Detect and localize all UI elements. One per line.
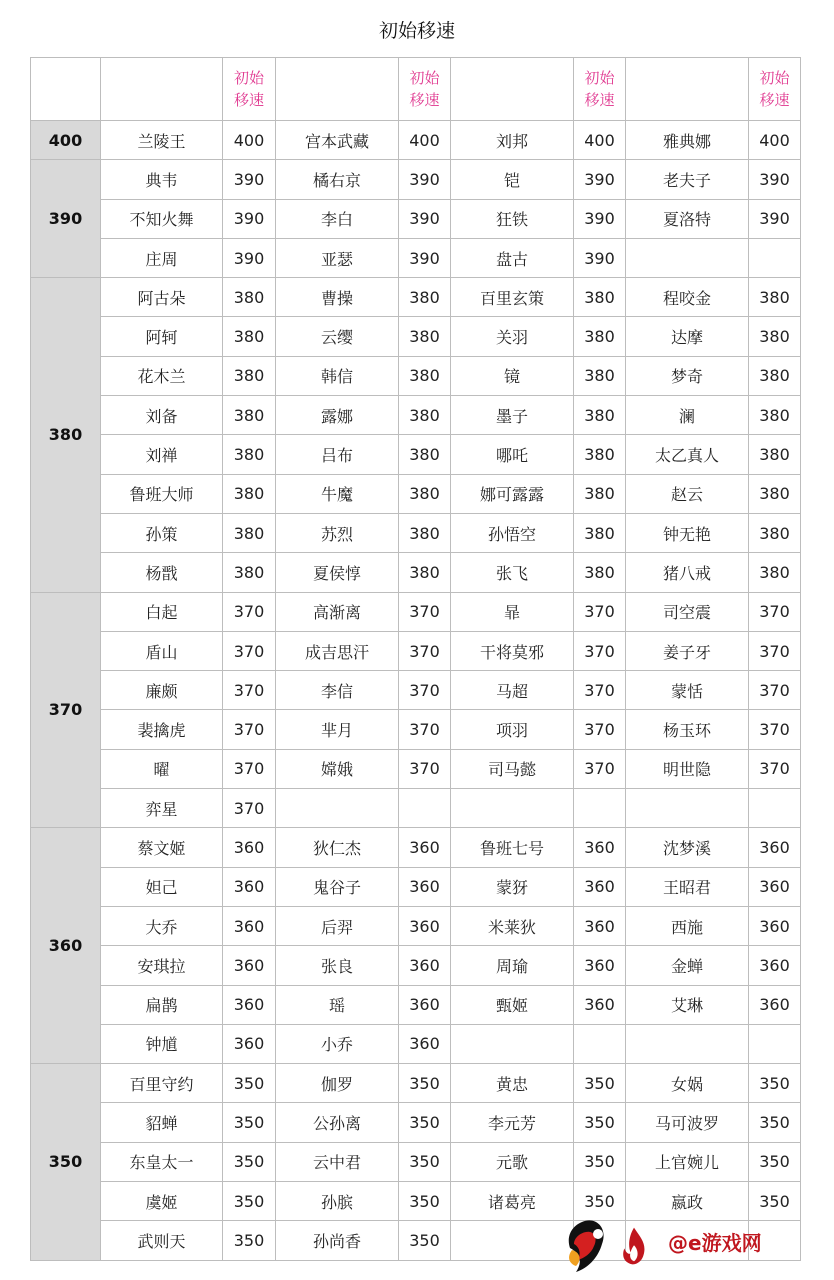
- speed-value-cell: 350: [574, 1064, 626, 1103]
- table-row: [31, 553, 801, 592]
- hero-name-cell: 橘右京: [276, 160, 399, 199]
- table-header-row: [31, 58, 801, 121]
- hero-name-cell: 妲己: [101, 867, 223, 906]
- hero-name-cell: 鲁班七号: [451, 828, 574, 867]
- speed-value-cell: 360: [399, 828, 451, 867]
- speed-value-cell: 390: [223, 199, 276, 238]
- header-blank-name-4: [626, 58, 749, 121]
- speed-value-cell: 370: [574, 592, 626, 631]
- hero-name-cell: 成吉思汗: [276, 631, 399, 670]
- hero-name-cell: 澜: [626, 396, 749, 435]
- speed-value-cell: 380: [749, 513, 801, 552]
- header-speed-4: 初始 移速: [749, 58, 801, 121]
- hero-name-cell: 刘备: [101, 396, 223, 435]
- table-row: [31, 789, 801, 828]
- hero-name-cell: 嫦娥: [276, 749, 399, 788]
- table-row: [31, 160, 801, 199]
- hero-name-cell: 孙尚香: [276, 1221, 399, 1260]
- speed-value-cell: 360: [749, 946, 801, 985]
- speed-value-cell: 380: [574, 513, 626, 552]
- hero-name-cell: 杨戬: [101, 553, 223, 592]
- hero-name-cell: 吕布: [276, 435, 399, 474]
- hero-name-cell: 孙膑: [276, 1182, 399, 1221]
- watermark-flame-icon: [618, 1224, 650, 1268]
- hero-name-cell: 甄姬: [451, 985, 574, 1024]
- table-row: [31, 592, 801, 631]
- speed-value-cell: 370: [749, 592, 801, 631]
- speed-value-cell: 380: [399, 356, 451, 395]
- hero-name-cell: 张飞: [451, 553, 574, 592]
- speed-value-cell: 390: [749, 160, 801, 199]
- hero-name-cell: 狄仁杰: [276, 828, 399, 867]
- hero-name-cell: 司空震: [626, 592, 749, 631]
- hero-name-cell: 镜: [451, 356, 574, 395]
- hero-name-cell: 暃: [451, 592, 574, 631]
- watermark-text: @e游戏网: [668, 1231, 762, 1255]
- speed-value-cell: 350: [223, 1142, 276, 1181]
- header-speed-3: 初始 移速: [574, 58, 626, 121]
- hero-name-cell: 钟馗: [101, 1024, 223, 1063]
- speed-value-cell: 370: [749, 749, 801, 788]
- speed-value-cell: 370: [749, 710, 801, 749]
- hero-name-cell: 金蝉: [626, 946, 749, 985]
- hero-name-cell: 典韦: [101, 160, 223, 199]
- speed-value-cell: 370: [574, 631, 626, 670]
- hero-name-cell: 后羿: [276, 906, 399, 945]
- hero-name-cell: 百里玄策: [451, 278, 574, 317]
- speed-value-cell: 370: [399, 710, 451, 749]
- speed-value-cell: 360: [749, 985, 801, 1024]
- speed-value-cell: 370: [223, 631, 276, 670]
- header-blank-name-2: [276, 58, 399, 121]
- speed-value-cell: 400: [574, 121, 626, 160]
- hero-name-cell: 扁鹊: [101, 985, 223, 1024]
- speed-table: [30, 57, 801, 1261]
- speed-value-cell: 390: [223, 238, 276, 277]
- speed-value-cell: 390: [574, 238, 626, 277]
- hero-name-cell: 亚瑟: [276, 238, 399, 277]
- table-row: [31, 356, 801, 395]
- speed-value-cell: 360: [399, 985, 451, 1024]
- speed-value-cell: 390: [574, 160, 626, 199]
- speed-value-cell: 370: [223, 592, 276, 631]
- speed-value-cell: 370: [223, 789, 276, 828]
- hero-name-cell: 马超: [451, 671, 574, 710]
- speed-value-cell: [574, 1024, 626, 1063]
- speed-value-cell: 350: [223, 1064, 276, 1103]
- hero-name-cell: 蔡文姬: [101, 828, 223, 867]
- hero-name-cell: 程咬金: [626, 278, 749, 317]
- header-speed-1: 初始 移速: [223, 58, 276, 121]
- table-row: [31, 1103, 801, 1142]
- hero-name-cell: 李元芳: [451, 1103, 574, 1142]
- hero-name-cell: 雅典娜: [626, 121, 749, 160]
- table-row: [31, 1142, 801, 1181]
- hero-name-cell: 兰陵王: [101, 121, 223, 160]
- table-row: [31, 946, 801, 985]
- speed-value-cell: 350: [223, 1103, 276, 1142]
- speed-value-cell: 360: [399, 946, 451, 985]
- speed-value-cell: 380: [574, 317, 626, 356]
- speed-value-cell: 370: [749, 671, 801, 710]
- hero-name-cell: 云中君: [276, 1142, 399, 1181]
- table-row: [31, 710, 801, 749]
- speed-group-label: 370: [31, 592, 101, 828]
- hero-name-cell: 明世隐: [626, 749, 749, 788]
- speed-value-cell: 360: [749, 906, 801, 945]
- table-row: [31, 906, 801, 945]
- speed-value-cell: 350: [749, 1064, 801, 1103]
- hero-name-cell: 白起: [101, 592, 223, 631]
- speed-value-cell: 350: [399, 1221, 451, 1260]
- speed-value-cell: 390: [749, 199, 801, 238]
- hero-name-cell: 李白: [276, 199, 399, 238]
- hero-name-cell: 大乔: [101, 906, 223, 945]
- speed-value-cell: 380: [749, 356, 801, 395]
- hero-name-cell: 孙策: [101, 513, 223, 552]
- hero-name-cell: 盾山: [101, 631, 223, 670]
- table-row: [31, 317, 801, 356]
- table-row: [31, 474, 801, 513]
- hero-name-cell: 公孙离: [276, 1103, 399, 1142]
- hero-name-cell: [626, 789, 749, 828]
- hero-name-cell: 伽罗: [276, 1064, 399, 1103]
- speed-value-cell: 380: [749, 317, 801, 356]
- speed-value-cell: 360: [399, 867, 451, 906]
- speed-value-cell: 380: [223, 356, 276, 395]
- hero-name-cell: 梦奇: [626, 356, 749, 395]
- speed-value-cell: 360: [223, 828, 276, 867]
- speed-value-cell: 370: [223, 710, 276, 749]
- speed-value-cell: 380: [223, 553, 276, 592]
- speed-value-cell: 350: [749, 1182, 801, 1221]
- hero-name-cell: 裴擒虎: [101, 710, 223, 749]
- speed-value-cell: 370: [399, 631, 451, 670]
- table-row: [31, 631, 801, 670]
- hero-name-cell: 宫本武藏: [276, 121, 399, 160]
- table-row: [31, 199, 801, 238]
- hero-name-cell: 姜子牙: [626, 631, 749, 670]
- speed-value-cell: 370: [749, 631, 801, 670]
- hero-name-cell: 蒙恬: [626, 671, 749, 710]
- hero-name-cell: 娜可露露: [451, 474, 574, 513]
- speed-value-cell: 380: [399, 396, 451, 435]
- speed-value-cell: 380: [749, 278, 801, 317]
- hero-name-cell: 李信: [276, 671, 399, 710]
- hero-name-cell: 百里守约: [101, 1064, 223, 1103]
- speed-group-label: 390: [31, 160, 101, 278]
- speed-value-cell: 380: [399, 553, 451, 592]
- speed-value-cell: 380: [749, 435, 801, 474]
- speed-value-cell: 380: [574, 435, 626, 474]
- hero-name-cell: 阿轲: [101, 317, 223, 356]
- speed-value-cell: 370: [223, 749, 276, 788]
- hero-name-cell: 达摩: [626, 317, 749, 356]
- speed-value-cell: 360: [399, 906, 451, 945]
- hero-name-cell: 杨玉环: [626, 710, 749, 749]
- hero-name-cell: 猪八戒: [626, 553, 749, 592]
- speed-value-cell: 350: [574, 1103, 626, 1142]
- hero-name-cell: 阿古朵: [101, 278, 223, 317]
- speed-value-cell: 360: [574, 906, 626, 945]
- speed-value-cell: 350: [574, 1182, 626, 1221]
- hero-name-cell: 司马懿: [451, 749, 574, 788]
- hero-name-cell: 元歌: [451, 1142, 574, 1181]
- hero-name-cell: 花木兰: [101, 356, 223, 395]
- speed-value-cell: 350: [399, 1064, 451, 1103]
- speed-value-cell: 380: [223, 396, 276, 435]
- hero-name-cell: 沈梦溪: [626, 828, 749, 867]
- hero-name-cell: 女娲: [626, 1064, 749, 1103]
- table-row: [31, 828, 801, 867]
- hero-name-cell: 小乔: [276, 1024, 399, 1063]
- table-row: [31, 867, 801, 906]
- hero-name-cell: 曹操: [276, 278, 399, 317]
- hero-name-cell: [451, 789, 574, 828]
- table-row: [31, 671, 801, 710]
- table-row: [31, 1064, 801, 1103]
- speed-value-cell: [749, 1024, 801, 1063]
- speed-value-cell: 360: [223, 985, 276, 1024]
- speed-group-label: 380: [31, 278, 101, 592]
- speed-value-cell: 350: [223, 1182, 276, 1221]
- table-row: [31, 1024, 801, 1063]
- hero-name-cell: 夏洛特: [626, 199, 749, 238]
- speed-value-cell: 350: [399, 1103, 451, 1142]
- hero-name-cell: 铠: [451, 160, 574, 199]
- speed-value-cell: 380: [223, 513, 276, 552]
- hero-name-cell: 芈月: [276, 710, 399, 749]
- hero-name-cell: 夏侯惇: [276, 553, 399, 592]
- hero-name-cell: 孙悟空: [451, 513, 574, 552]
- hero-name-cell: 干将莫邪: [451, 631, 574, 670]
- hero-name-cell: [276, 789, 399, 828]
- hero-name-cell: 艾琳: [626, 985, 749, 1024]
- hero-name-cell: 貂蝉: [101, 1103, 223, 1142]
- hero-name-cell: 周瑜: [451, 946, 574, 985]
- hero-name-cell: [626, 1024, 749, 1063]
- hero-name-cell: 米莱狄: [451, 906, 574, 945]
- hero-name-cell: 哪吒: [451, 435, 574, 474]
- speed-value-cell: 370: [399, 592, 451, 631]
- speed-value-cell: 380: [574, 474, 626, 513]
- speed-value-cell: 380: [574, 278, 626, 317]
- speed-value-cell: 360: [574, 867, 626, 906]
- hero-name-cell: [626, 238, 749, 277]
- speed-value-cell: 390: [399, 199, 451, 238]
- speed-value-cell: 380: [223, 435, 276, 474]
- speed-value-cell: 360: [399, 1024, 451, 1063]
- speed-value-cell: 390: [223, 160, 276, 199]
- speed-value-cell: 350: [399, 1142, 451, 1181]
- hero-name-cell: 蒙犽: [451, 867, 574, 906]
- speed-value-cell: 390: [399, 160, 451, 199]
- speed-value-cell: 380: [399, 278, 451, 317]
- hero-name-cell: 钟无艳: [626, 513, 749, 552]
- table-row: [31, 396, 801, 435]
- hero-name-cell: 马可波罗: [626, 1103, 749, 1142]
- speed-value-cell: [749, 789, 801, 828]
- header-blank-name-1: [101, 58, 223, 121]
- header-blank-name-3: [451, 58, 574, 121]
- speed-value-cell: 360: [223, 946, 276, 985]
- speed-value-cell: 380: [574, 356, 626, 395]
- hero-name-cell: 安琪拉: [101, 946, 223, 985]
- header-blank-group: [31, 58, 101, 121]
- speed-value-cell: 360: [574, 828, 626, 867]
- speed-group-label: 360: [31, 828, 101, 1064]
- hero-name-cell: 虞姬: [101, 1182, 223, 1221]
- speed-value-cell: 400: [749, 121, 801, 160]
- hero-name-cell: 上官婉儿: [626, 1142, 749, 1181]
- speed-value-cell: 370: [574, 710, 626, 749]
- speed-value-cell: 390: [574, 199, 626, 238]
- hero-name-cell: 弈星: [101, 789, 223, 828]
- speed-value-cell: 350: [574, 1142, 626, 1181]
- hero-name-cell: 牛魔: [276, 474, 399, 513]
- page-title: 初始移速: [378, 20, 455, 42]
- speed-value-cell: 360: [749, 828, 801, 867]
- hero-name-cell: 曜: [101, 749, 223, 788]
- speed-value-cell: 360: [223, 867, 276, 906]
- speed-value-cell: 350: [223, 1221, 276, 1260]
- hero-name-cell: 诸葛亮: [451, 1182, 574, 1221]
- speed-value-cell: 370: [574, 671, 626, 710]
- speed-value-cell: 360: [223, 1024, 276, 1063]
- speed-value-cell: 380: [574, 553, 626, 592]
- hero-name-cell: [451, 1024, 574, 1063]
- speed-value-cell: 370: [399, 749, 451, 788]
- speed-value-cell: 380: [399, 513, 451, 552]
- speed-value-cell: [574, 789, 626, 828]
- speed-value-cell: 370: [223, 671, 276, 710]
- speed-value-cell: 380: [399, 474, 451, 513]
- speed-value-cell: 380: [749, 396, 801, 435]
- hero-name-cell: 西施: [626, 906, 749, 945]
- speed-group-label: 400: [31, 121, 101, 160]
- speed-value-cell: 380: [223, 278, 276, 317]
- speed-value-cell: 380: [399, 317, 451, 356]
- speed-value-cell: 370: [574, 749, 626, 788]
- speed-value-cell: 350: [749, 1142, 801, 1181]
- hero-name-cell: 刘邦: [451, 121, 574, 160]
- hero-name-cell: 赵云: [626, 474, 749, 513]
- speed-value-cell: 360: [574, 946, 626, 985]
- speed-value-cell: 350: [399, 1182, 451, 1221]
- speed-value-cell: 400: [223, 121, 276, 160]
- table-row: [31, 513, 801, 552]
- speed-value-cell: [749, 238, 801, 277]
- hero-name-cell: 王昭君: [626, 867, 749, 906]
- table-row: [31, 278, 801, 317]
- hero-name-cell: 墨子: [451, 396, 574, 435]
- speed-value-cell: 380: [749, 474, 801, 513]
- hero-name-cell: 苏烈: [276, 513, 399, 552]
- hero-name-cell: 廉颇: [101, 671, 223, 710]
- hero-name-cell: 云缨: [276, 317, 399, 356]
- hero-name-cell: 嬴政: [626, 1182, 749, 1221]
- header-speed-2: 初始 移速: [399, 58, 451, 121]
- speed-value-cell: 380: [223, 474, 276, 513]
- hero-name-cell: 太乙真人: [626, 435, 749, 474]
- hero-name-cell: 韩信: [276, 356, 399, 395]
- speed-value-cell: 380: [574, 396, 626, 435]
- hero-name-cell: 高渐离: [276, 592, 399, 631]
- hero-name-cell: 武则天: [101, 1221, 223, 1260]
- hero-name-cell: 狂铁: [451, 199, 574, 238]
- speed-value-cell: [399, 789, 451, 828]
- speed-value-cell: 370: [399, 671, 451, 710]
- hero-name-cell: 黄忠: [451, 1064, 574, 1103]
- speed-value-cell: 360: [223, 906, 276, 945]
- hero-name-cell: 刘禅: [101, 435, 223, 474]
- speed-value-cell: 380: [399, 435, 451, 474]
- hero-name-cell: 老夫子: [626, 160, 749, 199]
- hero-name-cell: 关羽: [451, 317, 574, 356]
- table-row: [31, 238, 801, 277]
- hero-name-cell: 不知火舞: [101, 199, 223, 238]
- hero-name-cell: 项羽: [451, 710, 574, 749]
- hero-name-cell: 庄周: [101, 238, 223, 277]
- hero-name-cell: 盘古: [451, 238, 574, 277]
- speed-value-cell: 390: [399, 238, 451, 277]
- speed-value-cell: 360: [574, 985, 626, 1024]
- table-row: [31, 435, 801, 474]
- speed-value-cell: 380: [223, 317, 276, 356]
- watermark-logo-icon: [562, 1214, 614, 1276]
- hero-name-cell: 露娜: [276, 396, 399, 435]
- speed-value-cell: 400: [399, 121, 451, 160]
- hero-name-cell: 张良: [276, 946, 399, 985]
- table-row: [31, 985, 801, 1024]
- speed-value-cell: 350: [749, 1103, 801, 1142]
- hero-name-cell: 鬼谷子: [276, 867, 399, 906]
- table-row: [31, 121, 801, 160]
- speed-value-cell: 380: [749, 553, 801, 592]
- hero-name-cell: 鲁班大师: [101, 474, 223, 513]
- table-row: [31, 749, 801, 788]
- hero-name-cell: 东皇太一: [101, 1142, 223, 1181]
- hero-name-cell: 瑶: [276, 985, 399, 1024]
- speed-value-cell: 360: [749, 867, 801, 906]
- speed-group-label: 350: [31, 1064, 101, 1260]
